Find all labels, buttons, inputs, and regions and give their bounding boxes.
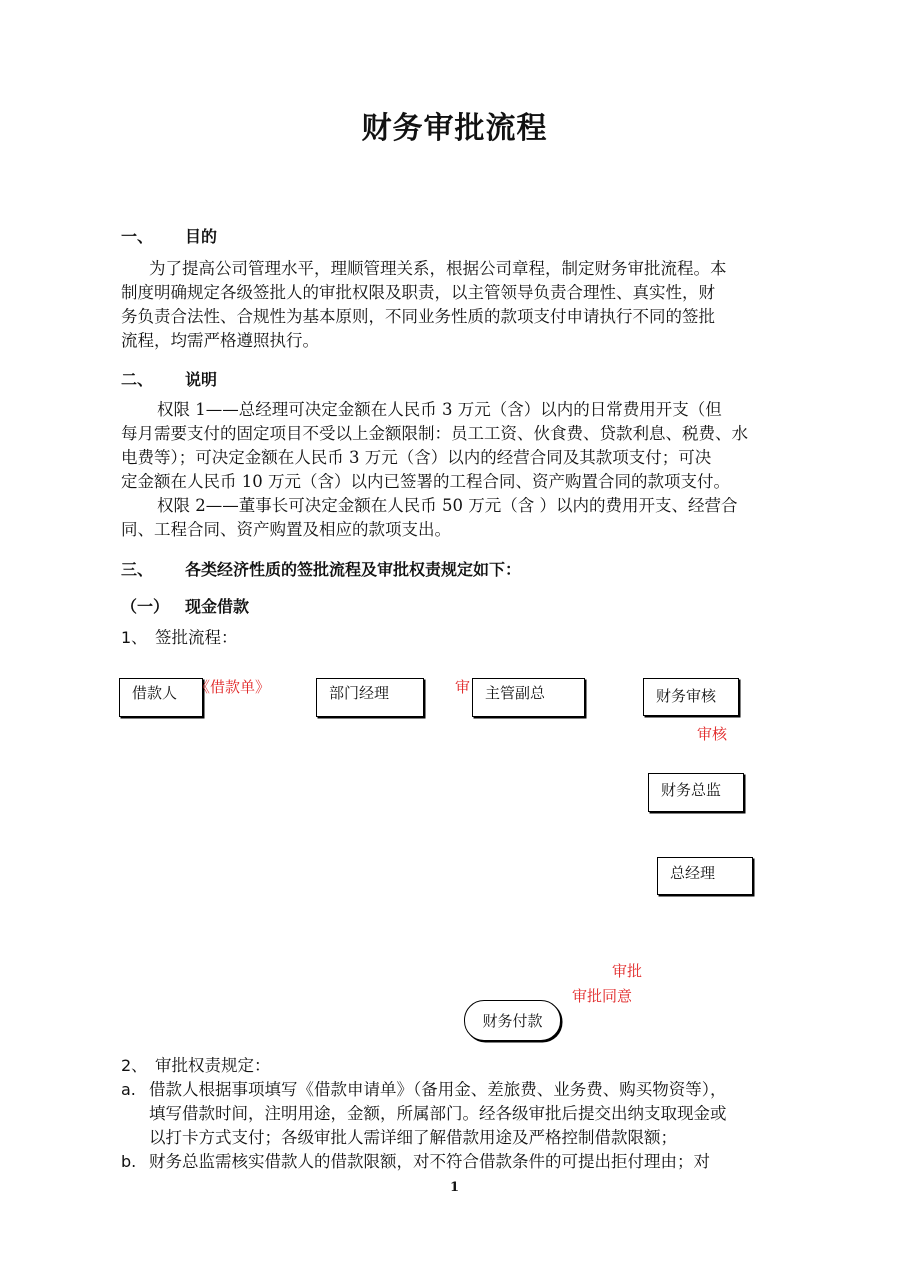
flow-box-borrower: 借款人 bbox=[119, 678, 203, 717]
paragraph-line: 权限 1——总经理可决定金额在人民币 3 万元（含）以内的日常费用开支（但 bbox=[157, 400, 722, 419]
item-number: 1、 bbox=[121, 628, 148, 647]
subsection-number: （一） bbox=[121, 597, 170, 616]
item-responsibility-rules bbox=[121, 1054, 271, 1078]
subsection-heading-cash-loan bbox=[121, 594, 249, 617]
description-paragraph bbox=[121, 398, 801, 542]
flow-note-approve-agree: 审批同意 bbox=[572, 987, 633, 1005]
paragraph-line: 权限 2——董事长可决定金额在人民币 50 万元（含 ）以内的费用开支、经营合 bbox=[157, 496, 738, 515]
flow-box-finance-review: 财务审核 bbox=[643, 678, 739, 716]
page-title: 财务审批流程 bbox=[361, 111, 548, 146]
flow-box-gm: 总经理 bbox=[657, 857, 753, 895]
section-number: 一、 bbox=[121, 227, 154, 246]
section-heading-purpose bbox=[121, 224, 217, 247]
item-number: 2、 bbox=[121, 1056, 148, 1075]
list-item-a bbox=[121, 1078, 811, 1150]
section-number: 二、 bbox=[121, 370, 154, 389]
paragraph-line: 每月需要支付的固定项目不受以上金额限制：员工工资、伙食费、贷款利息、税费、水 bbox=[121, 424, 748, 443]
paragraph-line: 为了提高公司管理水平，理顺管理关系，根据公司章程，制定财务审批流程。本 bbox=[149, 259, 727, 278]
list-line: 借款人根据事项填写《借款申请单》（备用金、差旅费、业务费、购买物资等）， bbox=[149, 1080, 727, 1099]
list-marker: b. bbox=[121, 1152, 137, 1171]
item-label: 签批流程： bbox=[155, 628, 238, 647]
flow-terminal-payment: 财务付款 bbox=[464, 1000, 561, 1041]
flow-box-cfo: 财务总监 bbox=[648, 773, 744, 812]
page-number: 1 bbox=[449, 1180, 460, 1195]
subsection-label: 现金借款 bbox=[185, 597, 250, 616]
section-label: 说明 bbox=[185, 370, 218, 389]
paragraph-line: 同、工程合同、资产购置及相应的款项支出。 bbox=[121, 520, 451, 539]
flow-note-loan-form: 《借款单》 bbox=[195, 678, 271, 696]
section-label: 目的 bbox=[185, 227, 218, 246]
item-label: 审批权责规定： bbox=[155, 1056, 271, 1075]
list-marker: a. bbox=[121, 1080, 136, 1099]
paragraph-line: 制度明确规定各级签批人的审批权限及职责，以主管领导负责合理性、真实性，财 bbox=[121, 283, 715, 302]
paragraph-line: 电费等）；可决定金额在人民币 3 万元（含）以内的经营合同及其款项支付；可决 bbox=[121, 448, 712, 467]
paragraph-line: 流程，均需严格遵照执行。 bbox=[121, 331, 319, 350]
flow-note-review: 审核 bbox=[697, 725, 728, 743]
flow-box-vp: 主管副总 bbox=[472, 678, 585, 717]
paragraph-line: 务负责合法性、合规性为基本原则，不同业务性质的款项支付申请执行不同的签批 bbox=[121, 307, 715, 326]
section-number: 三、 bbox=[121, 560, 154, 579]
list-item-b bbox=[121, 1150, 811, 1174]
list-line: 以打卡方式支付；各级审批人需详细了解借款用途及严格控制借款限额； bbox=[149, 1128, 677, 1147]
item-approval-flow bbox=[121, 626, 238, 650]
flow-box-dept-manager: 部门经理 bbox=[316, 678, 424, 717]
paragraph-line: 定金额在人民币 10 万元（含）以内已签署的工程合同、资产购置合同的款项支付。 bbox=[121, 472, 730, 491]
section-label: 各类经济性质的签批流程及审批权责规定如下： bbox=[185, 560, 522, 579]
flow-note-approve: 审批 bbox=[612, 962, 643, 980]
purpose-paragraph bbox=[121, 257, 801, 353]
flow-note-approve-cut: 审 bbox=[455, 678, 471, 696]
section-heading-processes bbox=[121, 557, 521, 580]
list-line: 填写借款时间，注明用途，金额，所属部门。经各级审批后提交出纳支取现金或 bbox=[149, 1104, 727, 1123]
section-heading-description bbox=[121, 367, 217, 390]
list-line: 财务总监需核实借款人的借款限额，对不符合借款条件的可提出拒付理由；对 bbox=[149, 1152, 710, 1171]
